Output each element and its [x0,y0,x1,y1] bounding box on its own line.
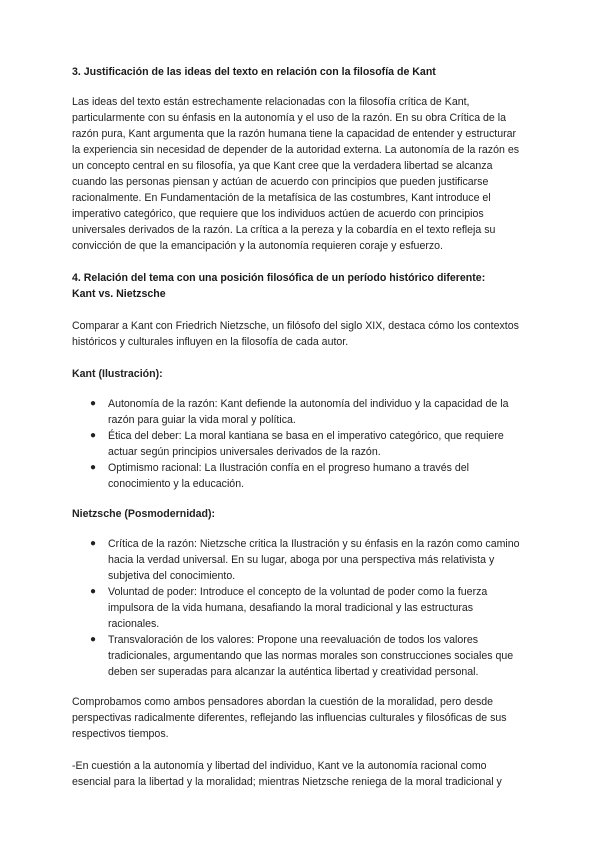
kant-list [72,396,524,492]
bullet-icon: ● [90,398,97,409]
document-page [72,64,524,790]
conclusion-paragraph: Comprobamos como ambos pensadores abordan la cuestión de la moralidad, pero desde perspectivas radicalmente diferentes, reflejando las influencias culturales y filosóficas de sus respectivos tiempos. [72,696,507,740]
list-item-text: Ética del deber: La moral kantiana se basa en el imperativo categórico, que requiere actuar según principios universales derivados de la razón. [108,430,504,458]
section-4-title-line1: 4. Relación del tema con una posición filosófica de un período histórico diferente: [72,272,486,284]
bullet-icon: ● [90,462,97,473]
list-item-text: Crítica de la razón: Nietzsche critica la Ilustración y su énfasis en la razón como camino hacia la verdad universal. En su lugar, aboga por una perspectiva más relativista y subjetiva del conocimiento. [108,538,520,582]
section-4-intro: Comparar a Kant con Friedrich Nietzsche, un filósofo del siglo XIX, destaca cómo los contextos históricos y culturales influyen en la filosofía de cada autor. [72,320,519,348]
bullet-icon: ● [90,430,97,441]
kant-heading: Kant (Ilustración): [72,368,163,380]
section-4-title [72,270,524,302]
section-4-title-line2: Kant vs. Nietzsche [72,288,166,300]
list-item-text: Autonomía de la razón: Kant defiende la autonomía del individuo y la capacidad de la razón para guiar la vida moral y política. [108,398,509,426]
nietzsche-list [72,536,524,680]
list-item-text: Transvaloración de los valores: Propone una reevaluación de todos los valores tradicionales, argumentando que las normas morales son construcciones sociales que deben ser superadas para alcanzar la auténtica libertad y creatividad personal. [108,634,514,678]
list-item-text: Optimismo racional: La Ilustración confía en el progreso humano a través del conocimiento y la educación. [108,462,469,490]
bullet-icon: ● [90,586,97,597]
section-3-title: 3. Justificación de las ideas del texto en relación con la filosofía de Kant [72,66,436,78]
list-item-text: Voluntad de poder: Introduce el concepto de la voluntad de poder como la fuerza impulsora de la vida humana, desafiando la moral tradicional y las estructuras racionales. [108,586,488,630]
bullet-icon: ● [90,634,97,645]
list-item [90,536,524,584]
nietzsche-heading: Nietzsche (Posmodernidad): [72,508,216,520]
list-item [90,460,524,492]
list-item [90,632,524,680]
final-paragraph: -En cuestión a la autonomía y libertad del individuo, Kant ve la autonomía racional como esencial para la libertad y la moralidad; mientras Nietzsche reniega de la moral tradicional y [72,760,502,788]
list-item [90,428,524,460]
bullet-icon: ● [90,538,97,549]
list-item [90,396,524,428]
section-3-paragraph: Las ideas del texto están estrechamente relacionadas con la filosofía crítica de Kant, particularmente con su énfasis en la autonomía y el uso de la razón. En su obra Crítica de la razón pura, Kant argumenta que la razón humana tiene la capacidad de entender y estructurar la experiencia sin necesidad de depender de la autoridad externa. La autonomía de la razón es un concepto central en su filosofía, ya que Kant cree que la verdadera libertad se alcanza cuando las personas piensan y actúan de acuerdo con principios que pueden justificarse racionalmente. En Fundamentación de la metafísica de las costumbres, Kant introduce el imperativo categórico, que requiere que los individuos actúen de acuerdo con principios universales derivados de la razón. La crítica a la pereza y la cobardía en el texto refleja su convicción de que la emancipación y la autonomía requieren coraje y esfuerzo. [72,96,520,252]
list-item [90,584,524,632]
